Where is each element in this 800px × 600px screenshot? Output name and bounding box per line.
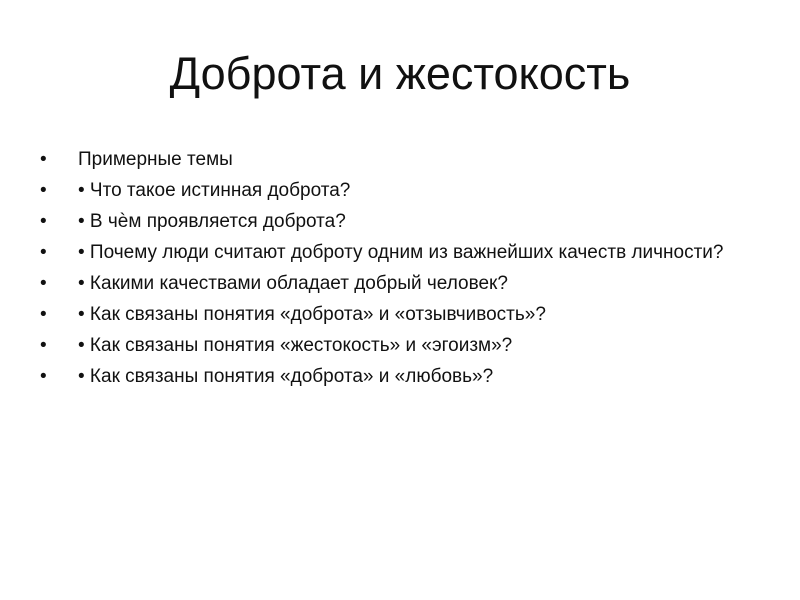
list-item-text: • Что такое истинная доброта?: [78, 180, 351, 201]
list-item: [40, 271, 760, 297]
bullet-icon: •: [40, 180, 47, 201]
bullet-icon: •: [40, 366, 47, 387]
list-item: [40, 240, 760, 266]
list-item: [40, 209, 760, 235]
slide-title: Доброта и жестокость: [169, 48, 631, 99]
list-item-text: • Почему люди считают доброту одним из важнейших качеств личности?: [78, 242, 724, 263]
bullet-icon: •: [40, 273, 47, 294]
list-item-text: • Как связаны понятия «жестокость» и «эгоизм»?: [78, 335, 513, 356]
list-item: [40, 333, 760, 359]
bullet-icon: •: [40, 335, 47, 356]
list-item: [40, 364, 760, 390]
list-item: [40, 178, 760, 204]
list-item-text: • Как связаны понятия «доброта» и «отзывчивость»?: [78, 304, 546, 325]
bullet-icon: •: [40, 304, 47, 325]
bullet-icon: •: [40, 211, 47, 232]
list-item: [40, 147, 760, 173]
list-item-text: • Какими качествами обладает добрый человек?: [78, 273, 508, 294]
bullet-list: [40, 147, 760, 395]
bullet-icon: •: [40, 149, 47, 170]
bullet-icon: •: [40, 242, 47, 263]
list-item: [40, 302, 760, 328]
list-item-text: • В чѐм проявляется доброта?: [78, 211, 346, 232]
list-item-text: Примерные темы: [78, 149, 233, 170]
list-item-text: • Как связаны понятия «доброта» и «любовь»?: [78, 366, 494, 387]
